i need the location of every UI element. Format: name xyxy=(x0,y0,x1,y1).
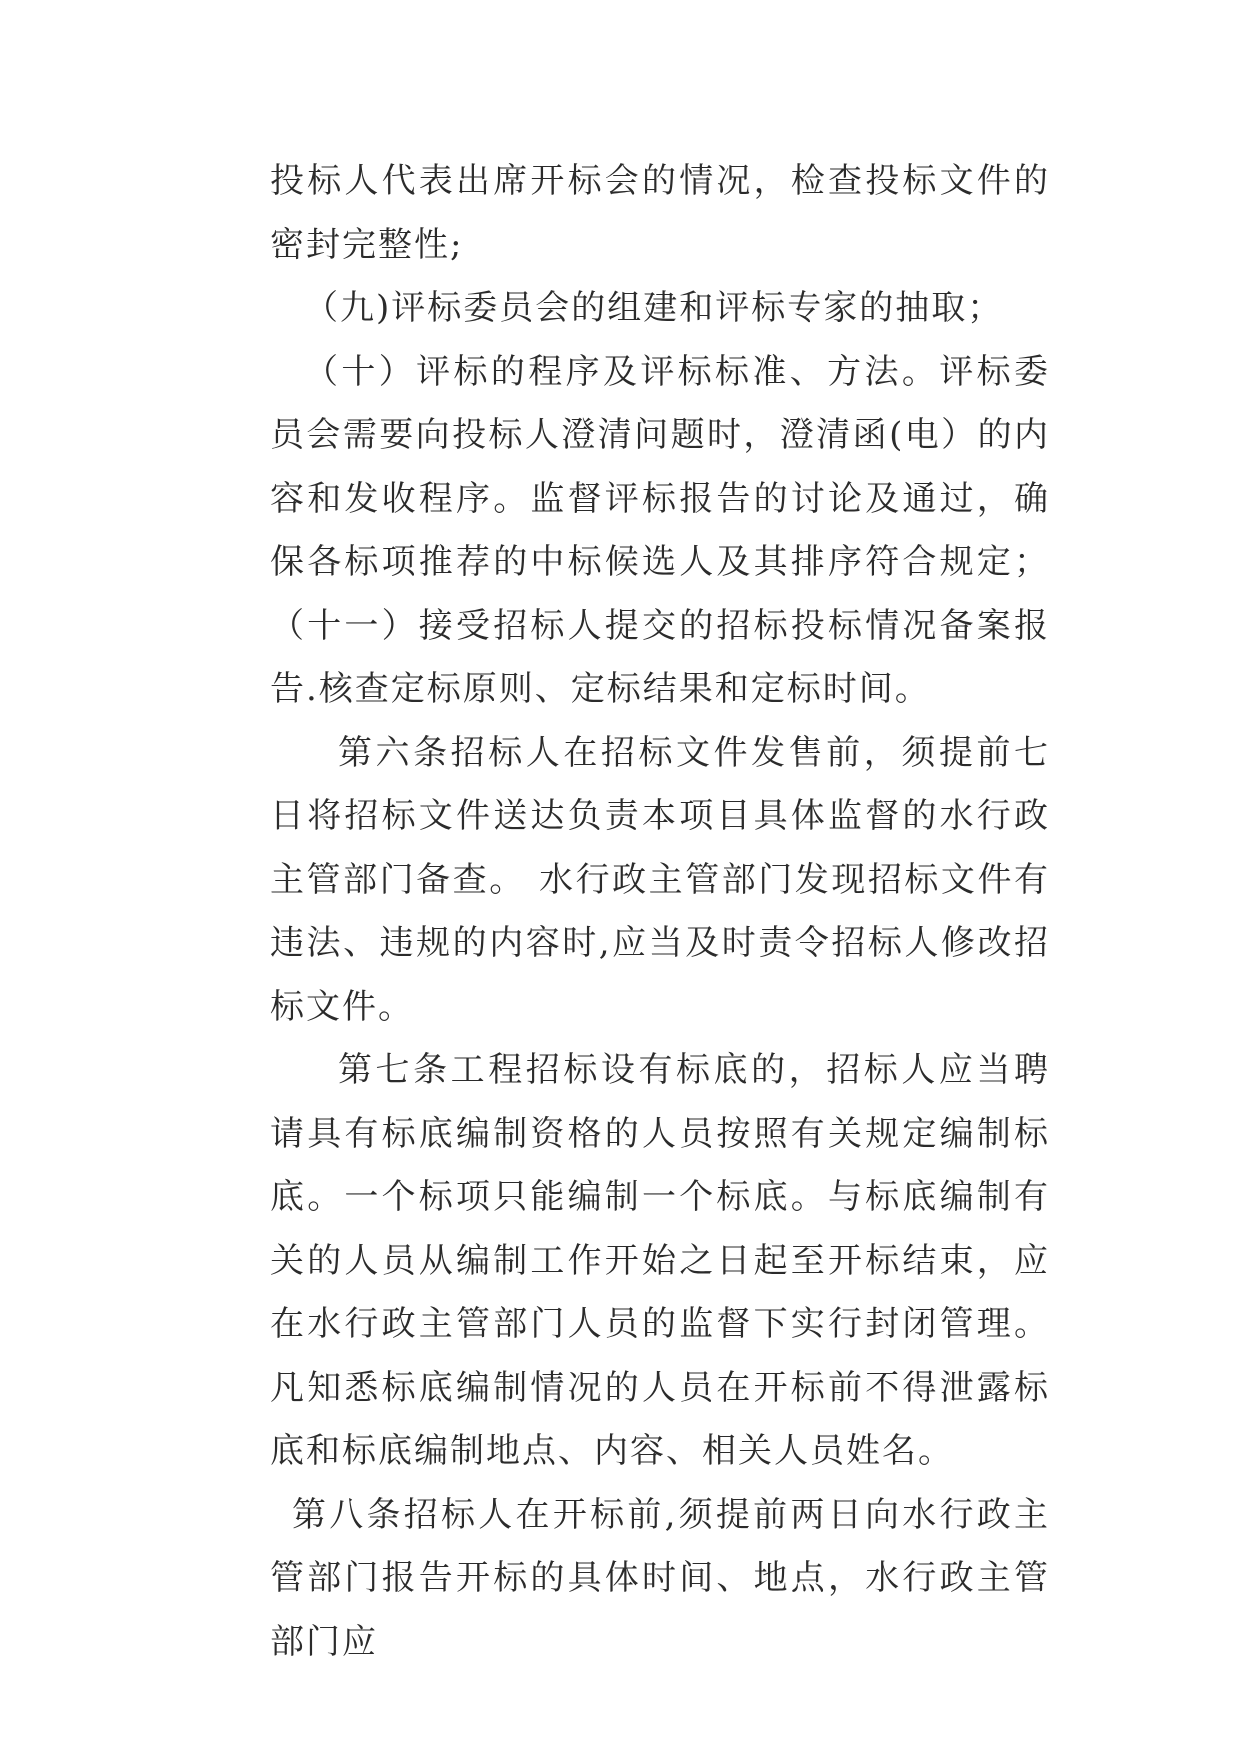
paragraph-article-7: 第七条工程招标设有标底的，招标人应当聘请具有标底编制资格的人员按照有关规定编制标底。一个标项只能编制一个标底。与标底编制有关的人员从编制工作开始之日起至开标结束，应在水行政主管部门人员的监督下实行封闭管理。凡知悉标底编制情况的人员在开标前不得泄露标底和标底编制地点、内容、相关人员姓名。 xyxy=(270,1050,1050,1471)
paragraph-article-6: 第六条招标人在招标文件发售前，须提前七日将招标文件送达负责本项目具体监督的水行政主管部门备查。 水行政主管部门发现招标文件有违法、违规的内容时,应当及时责令招标人修改招标文件。 xyxy=(270,732,1050,1027)
document-body xyxy=(270,150,1050,1674)
paragraph-bid-opening-check: 投标人代表出席开标会的情况，检查投标文件的密封完整性; xyxy=(270,161,1050,265)
paragraph-item-10: （十）评标的程序及评标标准、方法。评标委员会需要向投标人澄清问题时，澄清函(电）的内容和发收程序。监督评标报告的讨论及通过，确保各标项推荐的中标候选人及其排序符合规定；（十一）接受招标人提交的招标投标情况备案报告.核查定标原则、定标结果和定标时间。 xyxy=(270,351,1050,709)
paragraph-article-8: 第八条招标人在开标前,须提前两日向水行政主管部门报告开标的具体时间、地点，水行政主管部门应 xyxy=(270,1494,1050,1662)
paragraph-item-9: （九)评标委员会的组建和评标专家的抽取； xyxy=(304,288,1004,328)
